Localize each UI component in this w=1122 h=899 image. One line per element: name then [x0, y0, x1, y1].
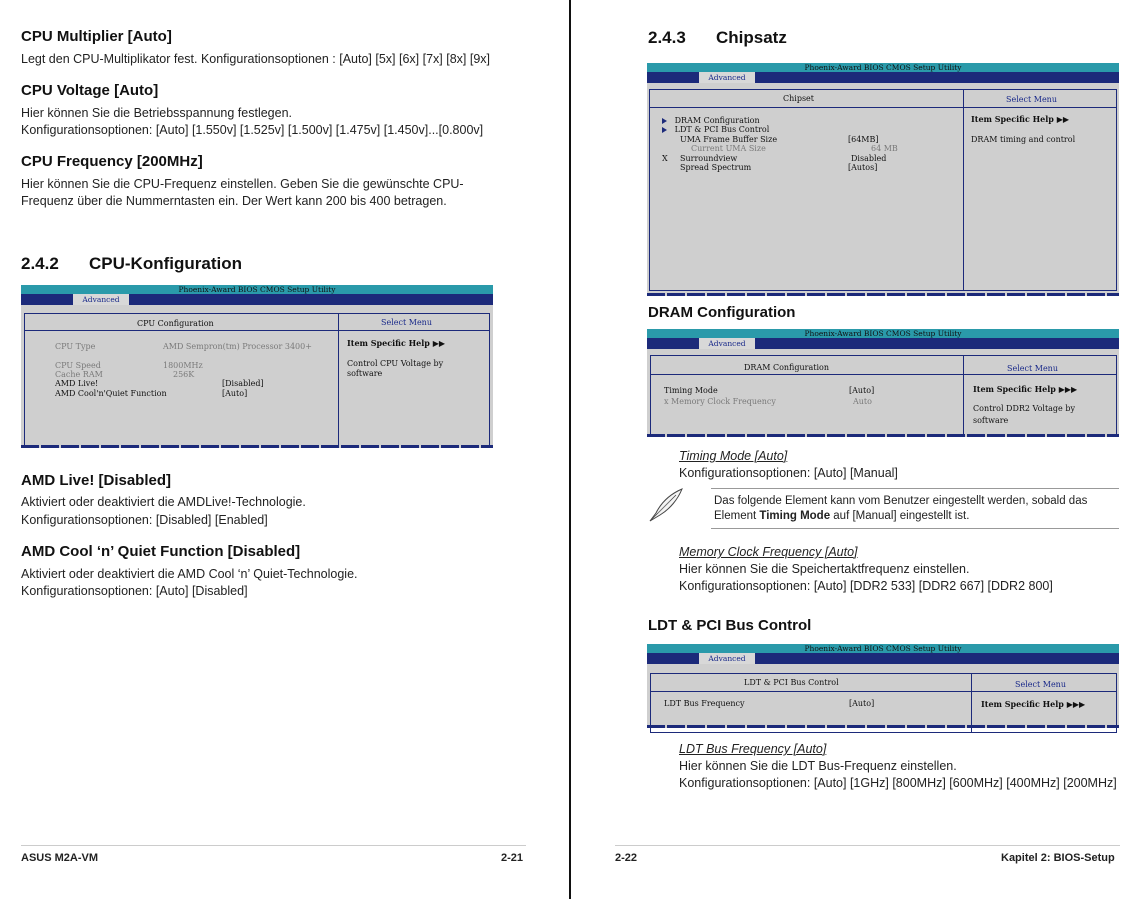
help-text: DRAM timing and control — [971, 135, 1076, 144]
cpu-multiplier-text: Legt den CPU-Multiplikator fest. Konfigurationsoptionen : [Auto] [5x] [6x] [7x] [8x] [9x] — [21, 52, 490, 66]
section-number: 2.4.3 — [648, 28, 686, 47]
triple-arrow-icon: ▶▶▶ — [1066, 699, 1086, 709]
bios-item-surroundview: Surroundview — [680, 154, 738, 163]
bios-value-timing-mode[interactable]: [Auto] — [849, 386, 875, 395]
bios-value-amd-cool-quiet[interactable]: [Auto] — [222, 389, 248, 398]
page-number: 2-21 — [501, 852, 524, 864]
bios-value-uma-frame[interactable]: [64MB] — [848, 135, 879, 144]
bios-dram-configuration — [647, 329, 1119, 437]
bios-value-memory-clock: Auto — [853, 397, 872, 406]
note-line2: Element Timing Mode auf [Manual] eingestellt ist. — [714, 510, 970, 522]
tab-advanced[interactable]: Advanced — [699, 653, 755, 664]
submenu-arrow-icon — [662, 127, 667, 133]
amd-live-heading: AMD Live! [Disabled] — [21, 472, 172, 489]
amd-cool-line1: Aktiviert oder deaktiviert die AMD Cool ‘n’ Quiet-Technologie. — [21, 567, 358, 581]
bios-marker: X — [662, 154, 668, 163]
bios-row-value: AMD Sempron(tm) Processor 3400+ — [163, 342, 312, 351]
footer-right: Kapitel 2: BIOS-Setup — [1001, 852, 1115, 864]
help-title: Item Specific Help ▶▶▶ — [981, 699, 1086, 709]
bios-row-label: CPU Speed — [55, 361, 101, 370]
bios-item-spread-spectrum[interactable]: Spread Spectrum — [680, 163, 752, 172]
help-text: software — [347, 369, 383, 378]
bios-row-label: Current UMA Size — [691, 144, 766, 153]
bios-item-memory-clock: x Memory Clock Frequency — [664, 397, 776, 406]
cpu-frequency-line1: Hier können Sie die CPU-Frequenz einstellen. Geben Sie die gewünschte CPU- — [21, 177, 464, 191]
bios-row-value: 64 MB — [871, 144, 898, 153]
bios-item-ldt-bus-frequency[interactable]: LDT Bus Frequency — [664, 699, 745, 708]
bios-title: Phoenix-Award BIOS CMOS Setup Utility — [647, 63, 1119, 72]
cpu-frequency-heading: CPU Frequency [200MHz] — [21, 153, 203, 170]
section-heading-2-4-3 — [648, 28, 787, 48]
bios-row-label: Cache RAM — [55, 370, 103, 379]
dram-configuration-heading: DRAM Configuration — [648, 304, 796, 321]
help-title: Item Specific Help ▶▶▶ — [973, 384, 1078, 394]
bios-value-spread-spectrum[interactable]: [Autos] — [848, 163, 878, 172]
ldt-pci-heading: LDT & PCI Bus Control — [648, 617, 812, 634]
bios-item-dram-configuration[interactable]: DRAM Configuration — [662, 116, 760, 125]
help-text: software — [973, 416, 1009, 425]
bios-value-surroundview: Disabled — [851, 154, 887, 163]
bios-chipset — [647, 63, 1119, 296]
bios-item-amd-live[interactable]: AMD Live! — [55, 379, 99, 388]
section-number: 2.4.2 — [21, 254, 59, 273]
memory-clock-line2: Konfigurationsoptionen: [Auto] [DDR2 533] [DDR2 667] [DDR2 800] — [679, 579, 1053, 593]
tab-advanced[interactable]: Advanced — [699, 338, 755, 349]
bios-value-ldt-bus-frequency[interactable]: [Auto] — [849, 699, 875, 708]
ldt-freq-line2: Konfigurationsoptionen: [Auto] [1GHz] [800MHz] [600MHz] [400MHz] [200MHz] — [679, 776, 1117, 790]
section-title: Chipsatz — [716, 28, 787, 47]
ldt-freq-heading: LDT Bus Frequency [Auto] — [679, 742, 827, 756]
select-menu-label: Select Menu — [381, 318, 432, 327]
cpu-voltage-line1: Hier können Sie die Betriebsspannung festlegen. — [21, 106, 293, 120]
submenu-arrow-icon — [662, 118, 667, 124]
panel-title: LDT & PCI Bus Control — [744, 678, 839, 687]
cpu-voltage-heading: CPU Voltage [Auto] — [21, 82, 159, 99]
help-title: Item Specific Help ▶▶ — [971, 114, 1070, 124]
bios-item-uma-frame[interactable]: UMA Frame Buffer Size — [680, 135, 778, 144]
panel-title: DRAM Configuration — [744, 363, 829, 372]
amd-live-line1: Aktiviert oder deaktiviert die AMDLive!-Technologie. — [21, 495, 306, 509]
panel-title: CPU Configuration — [137, 319, 214, 328]
bios-row-value: 256K — [173, 370, 195, 379]
select-menu-label: Select Menu — [1007, 364, 1058, 373]
amd-cool-line2: Konfigurationsoptionen: [Auto] [Disabled] — [21, 584, 248, 598]
timing-mode-heading: Timing Mode [Auto] — [679, 449, 788, 463]
memory-clock-heading: Memory Clock Frequency [Auto] — [679, 545, 858, 559]
double-arrow-icon: ▶▶ — [432, 338, 446, 348]
select-menu-label: Select Menu — [1006, 95, 1057, 104]
page-number: 2-22 — [615, 852, 638, 864]
memory-clock-line1: Hier können Sie die Speichertaktfrequenz einstellen. — [679, 562, 970, 576]
bios-item-timing-mode[interactable]: Timing Mode — [664, 386, 718, 395]
bios-row-label: CPU Type — [55, 342, 96, 351]
bios-title: Phoenix-Award BIOS CMOS Setup Utility — [647, 329, 1119, 338]
amd-live-line2: Konfigurationsoptionen: [Disabled] [Enabled] — [21, 513, 268, 527]
section-heading-2-4-2 — [21, 254, 242, 274]
section-title: CPU-Konfiguration — [89, 254, 242, 273]
bios-item-ldt-pci[interactable]: LDT & PCI Bus Control — [662, 125, 769, 134]
tab-advanced[interactable]: Advanced — [699, 72, 755, 83]
footer-left: ASUS M2A-VM — [21, 852, 99, 864]
cpu-multiplier-heading: CPU Multiplier [Auto] — [21, 28, 172, 45]
timing-mode-line1: Konfigurationsoptionen: [Auto] [Manual] — [679, 466, 898, 480]
bios-value-amd-live[interactable]: [Disabled] — [222, 379, 264, 388]
ldt-freq-line1: Hier können Sie die LDT Bus-Frequenz einstellen. — [679, 759, 957, 773]
triple-arrow-icon: ▶▶▶ — [1058, 384, 1078, 394]
help-title: Item Specific Help ▶▶ — [347, 338, 446, 348]
note-line1: Das folgende Element kann vom Benutzer eingestellt werden, sobald das — [714, 495, 1088, 507]
bios-title: Phoenix-Award BIOS CMOS Setup Utility — [21, 285, 493, 294]
select-menu-label: Select Menu — [1015, 680, 1066, 689]
page-divider — [569, 0, 571, 899]
tab-advanced[interactable]: Advanced — [73, 294, 129, 305]
cpu-voltage-line2: Konfigurationsoptionen: [Auto] [1.550v] [1.525v] [1.500v] [1.475v] [1.450v]...[0.800v] — [21, 123, 484, 137]
bios-cpu-configuration — [21, 285, 493, 448]
cpu-frequency-line2: Frequenz über die Nummerntasten ein. Der Wert kann 200 bis 400 betragen. — [21, 194, 447, 208]
help-text: Control DDR2 Voltage by — [973, 404, 1075, 413]
panel-title: Chipset — [783, 94, 815, 103]
double-arrow-icon: ▶▶ — [1056, 114, 1070, 124]
note-pen-icon — [646, 487, 686, 523]
amd-cool-heading: AMD Cool ‘n’ Quiet Function [Disabled] — [21, 543, 301, 560]
bios-title: Phoenix-Award BIOS CMOS Setup Utility — [647, 644, 1119, 653]
bios-item-amd-cool-quiet[interactable]: AMD Cool'n'Quiet Function — [55, 389, 167, 398]
help-text: Control CPU Voltage by — [347, 359, 444, 368]
bios-ldt-pci-bus-control — [647, 644, 1119, 728]
bios-row-value: 1800MHz — [163, 361, 203, 370]
